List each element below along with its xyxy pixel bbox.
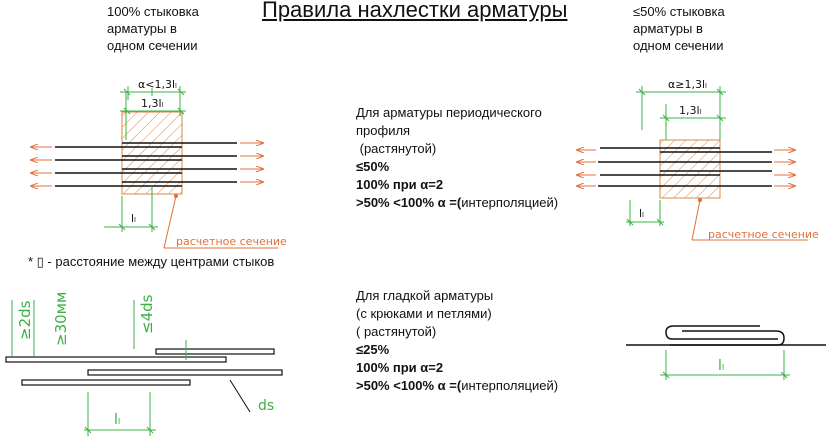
calc-section-left-label: расчетное сечение <box>176 235 287 248</box>
periodic-line: Для арматуры периодического <box>356 105 542 120</box>
smooth-full: 100% при α=2 <box>356 360 444 375</box>
left-splice-diagram <box>30 78 287 248</box>
right-caption-line: одном сечении <box>633 38 724 53</box>
ll-hook-label: lₗ <box>718 358 725 374</box>
ll-left-label: lₗ <box>131 212 136 225</box>
smooth-percent: ≤25% <box>356 342 390 357</box>
periodic-interp-prefix: >50% <100% α =( <box>356 195 462 210</box>
left-caption-line: арматуры в <box>107 21 177 36</box>
spacing-2ds-label: ≥2ds <box>16 300 34 340</box>
periodic-line: профиля <box>356 123 411 138</box>
left-caption-line: 100% стыковка <box>107 4 199 19</box>
ll-bottom-label: lₗ <box>114 412 121 428</box>
calc-section-right-label: расчетное сечение <box>708 228 819 241</box>
smooth-interp-suffix: интерполяцией) <box>461 378 559 393</box>
smooth-line: ( растянутой) <box>356 324 437 339</box>
ds-label: ds <box>258 398 275 414</box>
footnote: * ▯ - расстояние между центрами стыков <box>28 254 275 269</box>
right-caption-line: арматуры в <box>633 21 703 36</box>
periodic-percent: ≤50% <box>356 159 390 174</box>
spacing-diagram <box>6 292 282 436</box>
ll-right-label: lₗ <box>639 207 644 220</box>
periodic-full: 100% при α=2 <box>356 177 444 192</box>
span-right-label: 1,3lₗ <box>679 104 702 117</box>
span-left-label: 1,3lₗ <box>141 97 164 110</box>
right-splice-diagram <box>576 78 819 241</box>
smooth-line: Для гладкой арматуры <box>356 288 494 303</box>
smooth-line: (с крюками и петлями) <box>356 306 492 321</box>
left-caption-line: одном сечении <box>107 38 198 53</box>
alpha-left-label: α<1,3lₗ <box>138 78 177 91</box>
spacing-30mm-label: ≥30мм <box>52 291 70 346</box>
smooth-interp-prefix: >50% <100% α =( <box>356 378 462 393</box>
hook-diagram <box>626 326 826 380</box>
page-title: Правила нахлестки арматуры <box>262 0 568 22</box>
spacing-4ds-label: ≤4ds <box>138 294 156 334</box>
periodic-line: (растянутой) <box>356 141 437 156</box>
alpha-right-label: α≥1,3lₗ <box>668 78 707 91</box>
right-caption-line: ≤50% стыковка <box>633 4 725 19</box>
hook-loop <box>666 326 778 339</box>
periodic-interp-suffix: интерполяцией) <box>461 195 559 210</box>
